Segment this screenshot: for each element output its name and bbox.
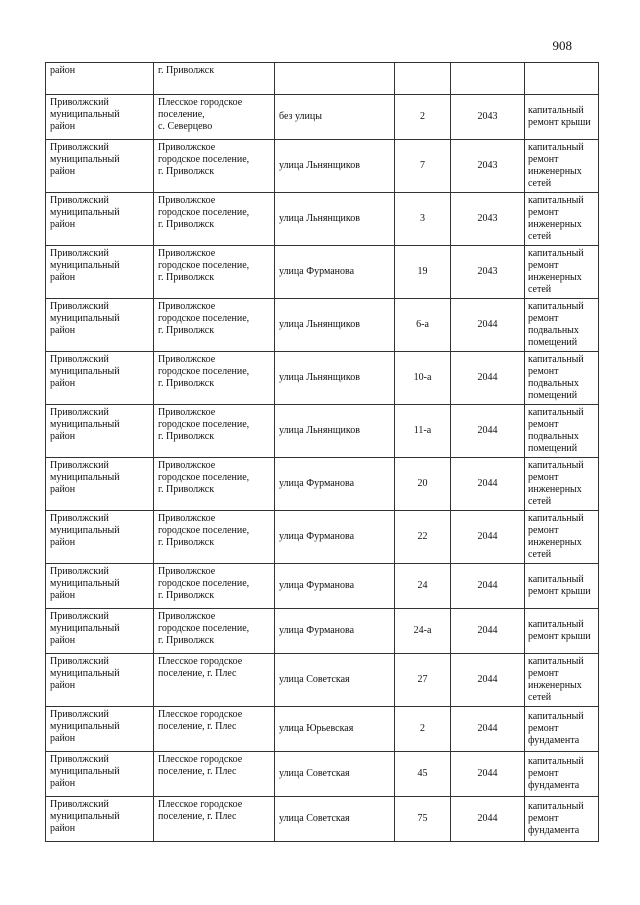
cell-work-type: капитальный ремонт фундамента xyxy=(525,797,599,842)
cell-municipal-area: Приволжский муниципальный район xyxy=(46,564,154,609)
cell-work-type: капитальный ремонт инженерных сетей xyxy=(525,140,599,193)
cell-house-number: 7 xyxy=(395,140,451,193)
cell-work-type: капитальный ремонт крыши xyxy=(525,564,599,609)
cell-settlement: Приволжское городское поселение, г. Приволжск xyxy=(154,193,275,246)
cell-house-number: 6-а xyxy=(395,299,451,352)
cell-settlement: Приволжское городское поселение, г. Приволжск xyxy=(154,458,275,511)
cell-work-type: капитальный ремонт фундамента xyxy=(525,752,599,797)
cell-year: 2044 xyxy=(451,511,525,564)
cell-year: 2044 xyxy=(451,609,525,654)
cell-work-type: капитальный ремонт крыши xyxy=(525,609,599,654)
cell-municipal-area: Приволжский муниципальный район xyxy=(46,140,154,193)
table-row xyxy=(46,752,599,797)
cell-house-number: 24-а xyxy=(395,609,451,654)
cell-street: улица Льнянщиков xyxy=(275,140,395,193)
cell-house-number: 2 xyxy=(395,95,451,140)
table-row xyxy=(46,140,599,193)
cell-settlement: Приволжское городское поселение, г. Приволжск xyxy=(154,140,275,193)
cell-street: улица Советская xyxy=(275,797,395,842)
cell-year: 2044 xyxy=(451,752,525,797)
cell-settlement: Плесское городское поселение, г. Плес xyxy=(154,752,275,797)
cell-work-type: капитальный ремонт инженерных сетей xyxy=(525,193,599,246)
cell-street: улица Фурманова xyxy=(275,246,395,299)
cell-street: улица Фурманова xyxy=(275,609,395,654)
cell-house-number: 20 xyxy=(395,458,451,511)
cell-street: улица Льнянщиков xyxy=(275,299,395,352)
cell-settlement: Приволжское городское поселение, г. Приволжск xyxy=(154,564,275,609)
cell-work-type: капитальный ремонт инженерных сетей xyxy=(525,511,599,564)
cell-house-number: 22 xyxy=(395,511,451,564)
cell-municipal-area: Приволжский муниципальный район xyxy=(46,193,154,246)
cell-settlement: Приволжское городское поселение, г. Приволжск xyxy=(154,511,275,564)
cell-street: без улицы xyxy=(275,95,395,140)
cell-municipal-area: Приволжский муниципальный район xyxy=(46,95,154,140)
cell-year: 2044 xyxy=(451,564,525,609)
cell-year xyxy=(451,63,525,95)
cell-work-type: капитальный ремонт инженерных сетей xyxy=(525,458,599,511)
cell-street: улица Фурманова xyxy=(275,458,395,511)
cell-municipal-area: Приволжский муниципальный район xyxy=(46,405,154,458)
cell-municipal-area: Приволжский муниципальный район xyxy=(46,707,154,752)
cell-house-number: 27 xyxy=(395,654,451,707)
cell-work-type: капитальный ремонт инженерных сетей xyxy=(525,246,599,299)
cell-settlement: Плесское городское поселение, г. Плес xyxy=(154,707,275,752)
cell-house-number xyxy=(395,63,451,95)
cell-settlement: г. Приволжск xyxy=(154,63,275,95)
cell-house-number: 2 xyxy=(395,707,451,752)
cell-municipal-area: Приволжский муниципальный район xyxy=(46,299,154,352)
cell-street: улица Советская xyxy=(275,654,395,707)
cell-settlement: Приволжское городское поселение, г. Приволжск xyxy=(154,299,275,352)
cell-year: 2044 xyxy=(451,797,525,842)
cell-work-type: капитальный ремонт фундамента xyxy=(525,707,599,752)
cell-municipal-area: Приволжский муниципальный район xyxy=(46,609,154,654)
cell-settlement: Плесское городское поселение, с. Северцево xyxy=(154,95,275,140)
cell-work-type: капитальный ремонт инженерных сетей xyxy=(525,654,599,707)
table-body xyxy=(46,63,599,842)
cell-municipal-area: Приволжский муниципальный район xyxy=(46,352,154,405)
cell-house-number: 10-а xyxy=(395,352,451,405)
cell-municipal-area: Приволжский муниципальный район xyxy=(46,246,154,299)
cell-work-type: капитальный ремонт подвальных помещений xyxy=(525,299,599,352)
cell-municipal-area: Приволжский муниципальный район xyxy=(46,458,154,511)
cell-street: улица Советская xyxy=(275,752,395,797)
cell-street xyxy=(275,63,395,95)
repair-schedule-table xyxy=(45,62,599,842)
cell-settlement: Приволжское городское поселение, г. Приволжск xyxy=(154,609,275,654)
table-row xyxy=(46,193,599,246)
cell-municipal-area: Приволжский муниципальный район xyxy=(46,654,154,707)
cell-street: улица Льнянщиков xyxy=(275,405,395,458)
cell-year: 2043 xyxy=(451,95,525,140)
cell-house-number: 75 xyxy=(395,797,451,842)
cell-house-number: 24 xyxy=(395,564,451,609)
table-row xyxy=(46,511,599,564)
page-number: 908 xyxy=(552,38,572,53)
table-row xyxy=(46,405,599,458)
table-row xyxy=(46,63,599,95)
table-row xyxy=(46,654,599,707)
cell-year: 2044 xyxy=(451,352,525,405)
cell-municipal-area: Приволжский муниципальный район xyxy=(46,511,154,564)
cell-year: 2043 xyxy=(451,193,525,246)
cell-street: улица Юрьевская xyxy=(275,707,395,752)
cell-year: 2043 xyxy=(451,246,525,299)
table-row xyxy=(46,564,599,609)
table-row xyxy=(46,609,599,654)
table-row xyxy=(46,797,599,842)
table-row xyxy=(46,299,599,352)
cell-house-number: 45 xyxy=(395,752,451,797)
cell-street: улица Фурманова xyxy=(275,511,395,564)
cell-settlement: Плесское городское поселение, г. Плес xyxy=(154,797,275,842)
cell-municipal-area: Приволжский муниципальный район xyxy=(46,797,154,842)
cell-municipal-area: Приволжский муниципальный район xyxy=(46,752,154,797)
cell-house-number: 3 xyxy=(395,193,451,246)
cell-settlement: Плесское городское поселение, г. Плес xyxy=(154,654,275,707)
cell-year: 2044 xyxy=(451,707,525,752)
cell-house-number: 11-а xyxy=(395,405,451,458)
table-row xyxy=(46,707,599,752)
cell-year: 2044 xyxy=(451,405,525,458)
cell-work-type: капитальный ремонт крыши xyxy=(525,95,599,140)
table-row xyxy=(46,95,599,140)
cell-house-number: 19 xyxy=(395,246,451,299)
cell-street: улица Фурманова xyxy=(275,564,395,609)
cell-year: 2044 xyxy=(451,299,525,352)
cell-year: 2044 xyxy=(451,654,525,707)
cell-settlement: Приволжское городское поселение, г. Приволжск xyxy=(154,246,275,299)
cell-work-type xyxy=(525,63,599,95)
cell-street: улица Льнянщиков xyxy=(275,352,395,405)
table-row xyxy=(46,246,599,299)
cell-work-type: капитальный ремонт подвальных помещений xyxy=(525,405,599,458)
cell-settlement: Приволжское городское поселение, г. Приволжск xyxy=(154,352,275,405)
cell-municipal-area: район xyxy=(46,63,154,95)
table-row xyxy=(46,352,599,405)
cell-settlement: Приволжское городское поселение, г. Приволжск xyxy=(154,405,275,458)
cell-street: улица Льнянщиков xyxy=(275,193,395,246)
table-row xyxy=(46,458,599,511)
cell-year: 2043 xyxy=(451,140,525,193)
cell-work-type: капитальный ремонт подвальных помещений xyxy=(525,352,599,405)
cell-year: 2044 xyxy=(451,458,525,511)
